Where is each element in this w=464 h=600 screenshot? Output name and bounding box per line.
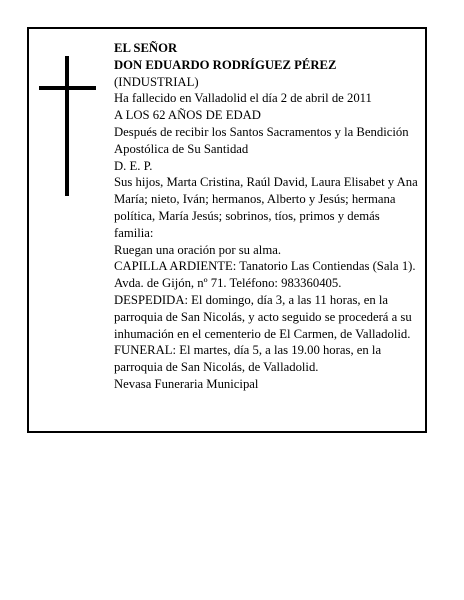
death-line: Ha fallecido en Valladolid el día 2 de abril de 2011 (114, 91, 372, 106)
family-text: Sus hijos, Marta Cristina, Raúl David, Laura Elisabet y Ana María; nieto, Iván; hermanos, Alberto y Jesús; hermana política, María Jesús; sobrinos, tíos, primos y demás familia: (114, 175, 418, 240)
cross-icon-bar (39, 86, 96, 90)
despedida-text: DESPEDIDA: El domingo, día 3, a las 11 horas, en la parroquia de San Nicolás, y acto seguido se procederá a su inhumación en el cementerio de El Carmen, de Valladolid. (114, 292, 412, 341)
funeral-text: FUNERAL: El martes, día 5, a las 19.00 horas, en la parroquia de San Nicolás, de Valladolid. (114, 343, 382, 375)
dep-text: D. E. P. (114, 158, 153, 173)
heading: EL SEÑOR (114, 41, 178, 55)
deceased-name: DON EDUARDO RODRÍGUEZ PÉREZ (114, 57, 337, 72)
prayer-text: Ruegan una oración por su alma. (114, 242, 282, 257)
age-line: A LOS 62 AÑOS DE EDAD (114, 108, 261, 123)
cross-icon (65, 56, 69, 196)
capilla-text: CAPILLA ARDIENTE: Tanatorio Las Contiendas (Sala 1). Avda. de Gijón, nº 71. Teléfono: 983360405. (114, 259, 416, 291)
sacraments-text: Después de recibir los Santos Sacramentos y la Bendición Apostólica de Su Santidad (114, 124, 409, 156)
occupation: (INDUSTRIAL) (114, 74, 199, 89)
obituary-text (114, 40, 420, 393)
funeraria-text: Nevasa Funeraria Municipal (114, 376, 259, 391)
